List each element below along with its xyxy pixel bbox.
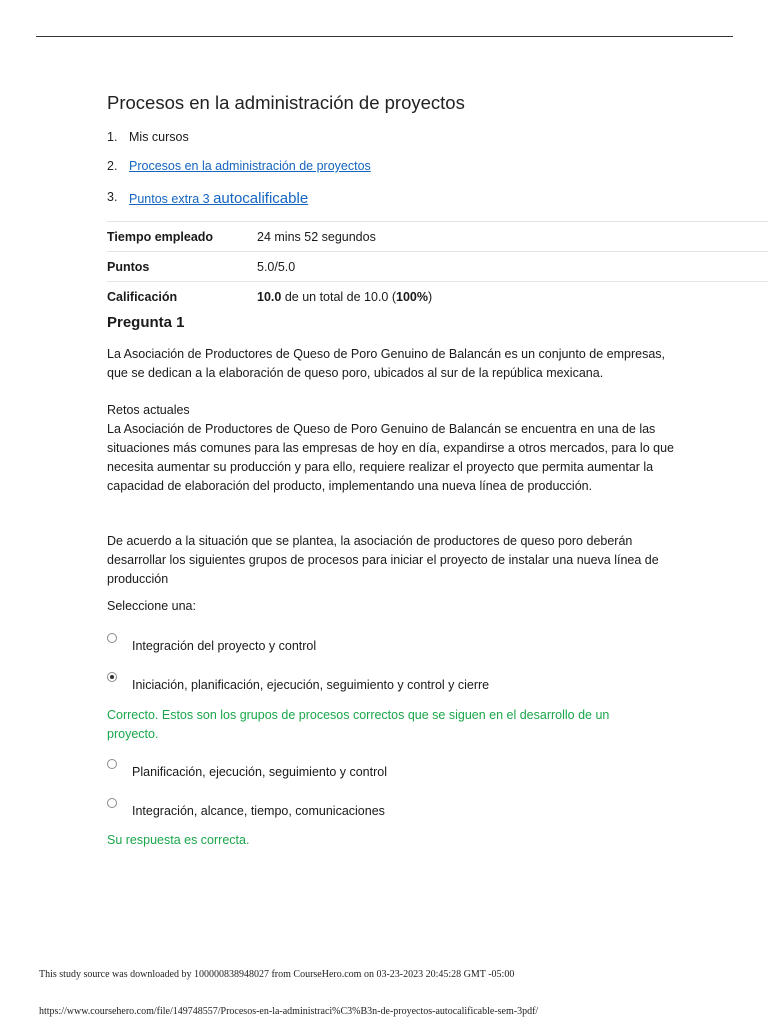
grade-score: 10.0 xyxy=(257,289,282,304)
answer-option-label: Integración del proyecto y control xyxy=(132,639,317,653)
breadcrumb-item-course xyxy=(107,159,371,173)
source-url: https://www.coursehero.com/file/149748557/Procesos-en-la-administraci%C3%B3n-de-proyectos-autocalificable-sem-3pdf/ xyxy=(39,1006,539,1017)
radio-button[interactable] xyxy=(107,633,117,643)
question-title: Pregunta 1 xyxy=(107,314,185,331)
breadcrumb-link-quiz-label: Puntos extra 3 xyxy=(129,192,210,206)
option-feedback-correct: Correcto. Estos son los grupos de procesos correctos que se siguen en el desarrollo de un proyecto. xyxy=(107,708,610,741)
summary-value: 24 mins 52 segundos xyxy=(257,222,768,252)
breadcrumb-link-quiz-label-large: autocalificable xyxy=(213,190,309,207)
answer-option-label: Planificación, ejecución, seguimiento y control xyxy=(132,765,387,779)
page-title: Procesos en la administración de proyectos xyxy=(107,92,465,113)
grade-text-end: ) xyxy=(428,289,433,304)
radio-button-selected[interactable] xyxy=(107,672,117,682)
general-feedback: Su respuesta es correcta. xyxy=(107,833,250,847)
summary-value-grade xyxy=(257,282,768,312)
summary-key: Tiempo empleado xyxy=(107,222,257,252)
breadcrumb-number: 3. xyxy=(107,190,118,204)
retos-heading: Retos actuales xyxy=(107,403,190,417)
breadcrumb-label: Mis cursos xyxy=(129,130,189,144)
answer-option-label: Integración, alcance, tiempo, comunicaciones xyxy=(132,804,385,818)
breadcrumb-item-quiz xyxy=(107,190,309,207)
radio-button[interactable] xyxy=(107,759,117,769)
breadcrumb-link-quiz[interactable] xyxy=(129,192,308,206)
breadcrumb-item-mis-cursos xyxy=(107,130,189,144)
breadcrumb-number: 2. xyxy=(107,159,118,173)
question-paragraph-prompt-context: De acuerdo a la situación que se plantea, la asociación de productores de queso poro deberán desarrollar los siguientes grupos de procesos para iniciar el proyecto de instalar una nueva línea de producción xyxy=(107,534,659,586)
breadcrumb-link-course[interactable]: Procesos en la administración de proyectos xyxy=(129,159,371,173)
summary-value: 5.0/5.0 xyxy=(257,252,768,282)
radio-button[interactable] xyxy=(107,798,117,808)
summary-row-time xyxy=(107,222,768,252)
grade-text: de un total de 10.0 ( xyxy=(281,289,397,304)
select-one-prompt: Seleccione una: xyxy=(107,599,196,613)
summary-row-grade xyxy=(107,282,768,312)
question-paragraph-retos xyxy=(107,401,677,496)
attempt-summary-table xyxy=(107,221,768,312)
breadcrumb-number: 1. xyxy=(107,130,118,144)
summary-row-points xyxy=(107,252,768,282)
summary-key: Puntos xyxy=(107,252,257,282)
summary-key: Calificación xyxy=(107,282,257,312)
grade-percent: 100% xyxy=(396,289,428,304)
question-paragraph-intro: La Asociación de Productores de Queso de Poro Genuino de Balancán es un conjunto de empresas, que se dedican a la elaboración de queso poro, ubicados al sur de la república mexicana. xyxy=(107,347,666,380)
retos-text: La Asociación de Productores de Queso de Poro Genuino de Balancán se encuentra en una de las situaciones más comunes para las empresas de hoy en día, expandirse a otros mercados, para lo que necesita aumentar su producción y para ello, requiere realizar el proyecto que permita aumentar la capacidad de elaboración del producto, implementando una nueva línea de producción. xyxy=(107,422,674,493)
answer-option-label: Iniciación, planificación, ejecución, seguimiento y control y cierre xyxy=(132,678,490,692)
top-divider xyxy=(36,36,733,37)
download-notice: This study source was downloaded by 100000838948027 from CourseHero.com on 03-23-2023 20:45:28 GMT -05:00 xyxy=(39,969,515,980)
